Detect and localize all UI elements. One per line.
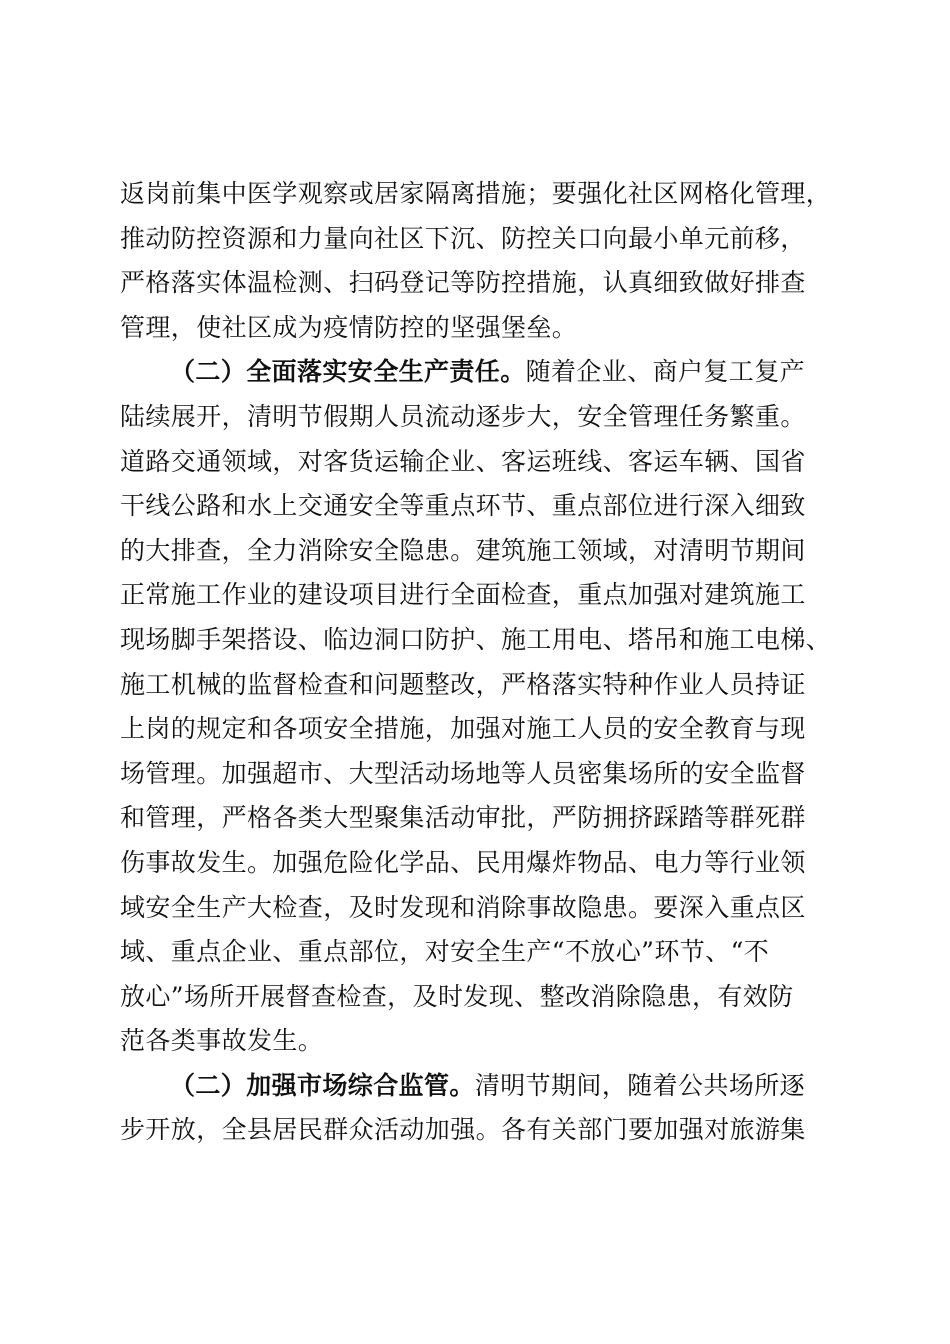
paragraph-2-line: 域、重点企业、重点部位，对安全生产“不放心”环节、“不 [120, 937, 770, 967]
paragraph-1-line: 严格落实体温检测、扫码登记等防控措施，认真细致做好排查 [120, 268, 806, 298]
paragraph-2-line: 干线公路和水上交通安全等重点环节、重点部位进行深入细致 [120, 491, 806, 521]
paragraph-2-line: 现场脚手架搭设、临边洞口防护、施工用电、塔吊和施工电梯、 [120, 624, 832, 654]
paragraph-2-line: 施工机械的监督检查和问题整改，严格落实特种作业人员持证 [120, 669, 806, 699]
paragraph-1-line: 返岗前集中医学观察或居家隔离措施；要强化社区网格化管理， [120, 179, 832, 208]
paragraph-2-line: 伤事故发生。加强危险化学品、民用爆炸物品、电力等行业领 [120, 847, 806, 877]
paragraph-2-first-line-text: 随着企业、商户复工复产 [525, 357, 806, 387]
paragraph-2-line: 道路交通领域，对客货运输企业、客运班线、客运车辆、国省 [120, 446, 806, 476]
document-body [120, 172, 832, 1153]
paragraph-2-line: 的大排查，全力消除安全隐患。建筑施工领域，对清明节期间 [120, 535, 806, 565]
paragraph-1-line: 推动防控资源和力量向社区下沉、防控关口向最小单元前移， [120, 223, 806, 253]
paragraph-2-line: 放心”场所开展督查检查，及时发现、整改消除隐患，有效防 [120, 981, 794, 1011]
paragraph-3-first-line [120, 1064, 832, 1109]
paragraph-2-line: 上岗的规定和各项安全措施，加强对施工人员的安全教育与现 [120, 714, 806, 744]
section-heading-safety-production: （二）全面落实安全生产责任。 [170, 357, 526, 387]
paragraph-3-line: 步开放，全县居民群众活动加强。各有关部门要加强对旅游集 [120, 1115, 806, 1145]
paragraph-2-line: 域安全生产大检查，及时发现和消除事故隐患。要深入重点区 [120, 892, 806, 922]
section-heading-market-supervision: （二）加强市场综合监管。 [170, 1070, 475, 1100]
paragraph-3-first-line-text: 清明节期间，随着公共场所逐 [474, 1070, 806, 1100]
paragraph-2-line: 范各类事故发生。 [120, 1026, 324, 1056]
paragraph-1-line: 管理，使社区成为疫情防控的坚强堡垒。 [120, 312, 578, 342]
paragraph-2-line: 和管理，严格各类大型聚集活动审批，严防拥挤踩踏等群死群 [120, 803, 806, 833]
paragraph-2-line: 陆续展开，清明节假期人员流动逐步大，安全管理任务繁重。 [120, 401, 806, 431]
paragraph-2-first-line [120, 350, 832, 395]
paragraph-2-line: 正常施工作业的建设项目进行全面检查，重点加强对建筑施工 [120, 580, 806, 610]
paragraph-2-line: 场管理。加强超市、大型活动场地等人员密集场所的安全监督 [120, 758, 806, 788]
